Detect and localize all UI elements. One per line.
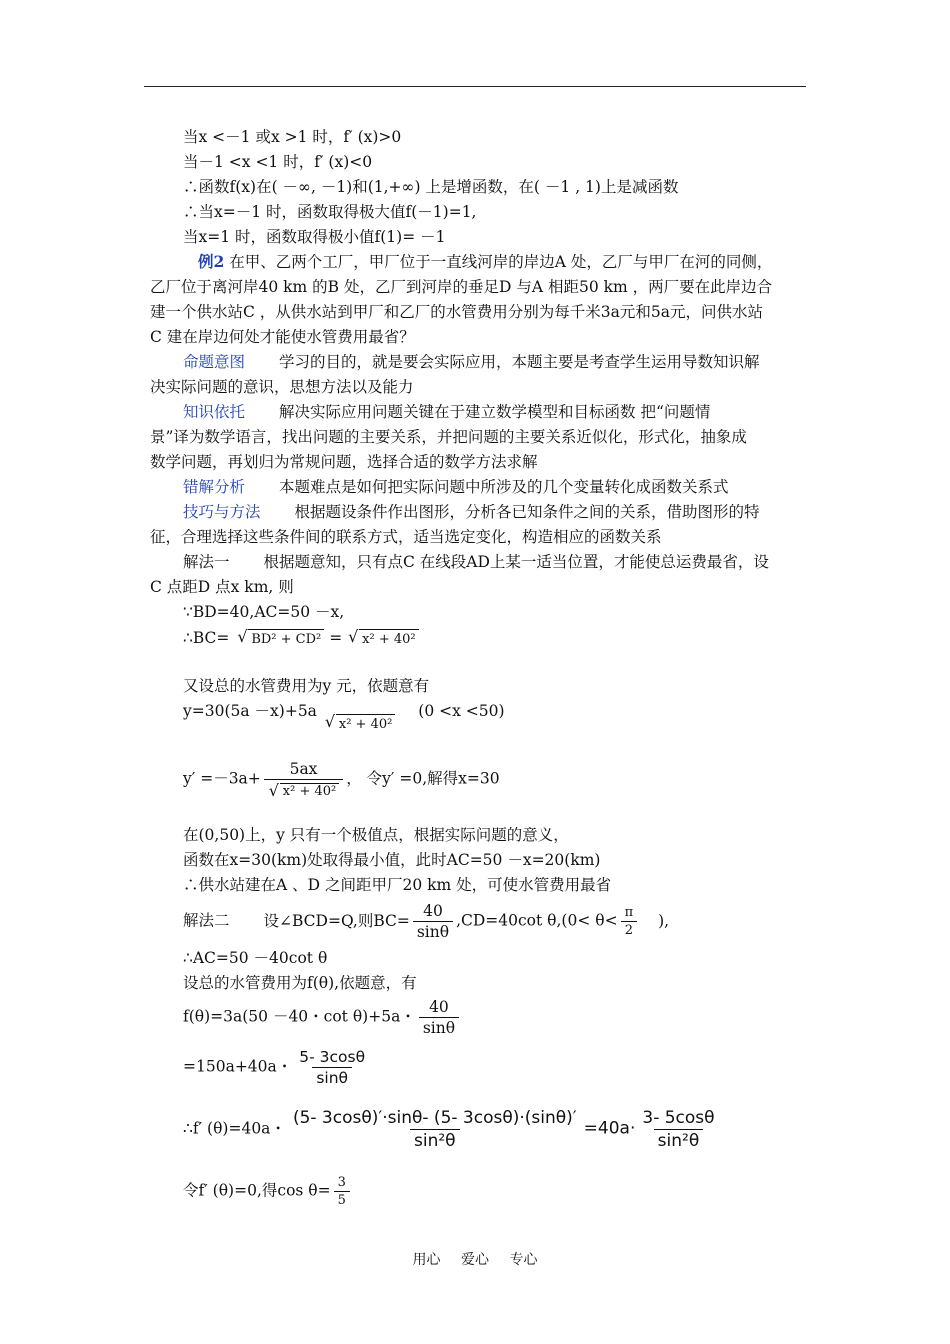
sol2-g-line [183, 1048, 372, 1087]
pi-fraction [621, 905, 638, 938]
basis-line-3: 数学问题，再划归为常规问题，选择合适的数学方法求解 [150, 453, 538, 471]
example-line-4: C 建在岸边何处才能使水管费用最省？ [150, 328, 415, 346]
sol1-conclusion-2: 函数在x=30(km)处取得最小值，此时AC=50 －x=20(km) [183, 851, 601, 869]
sol1-line-2: C 点距D 点x km, 则 [150, 578, 294, 596]
y-domain: (0 <x <50) [418, 702, 505, 720]
bc-numerator: 40 [423, 902, 443, 920]
error-label: 错解分析 [183, 478, 246, 496]
error-line [183, 477, 729, 497]
intent-label: 命题意图 [183, 353, 246, 371]
pi-denominator: 2 [621, 921, 637, 938]
method-line-2: 征，合理选择这些条件间的联系方式，适当选定变化，构造相应的函数关系 [150, 528, 662, 546]
example-text-1: 在甲、乙两个工厂，甲厂位于一直线河岸的岸边A 处，乙厂与甲厂在河的同侧， [224, 253, 773, 271]
g-denominator: sinθ [312, 1067, 352, 1087]
sol1-bd: ∵BD=40,AC=50 －x, [183, 603, 345, 621]
sol2-ac: ∴AC=50 －40cot θ [183, 949, 328, 967]
line-3: ∴函数f(x)在( －∞, －1)和(1,+∞) 上是增函数，在( －1 , 1)上是减函数 [183, 178, 679, 196]
footer-item-2: 爱心 [461, 1252, 489, 1268]
y-expr: y=30(5a －x)+5a [183, 702, 317, 720]
sol2-derivative-line [183, 1108, 722, 1151]
bc-radical-1: √ BD² + CD² [248, 629, 324, 650]
dy-radical: √ x² + 40² [280, 783, 339, 799]
line-2: 当－1 <x <1 时，f′ (x)<0 [183, 153, 373, 171]
f-prefix: f(θ)=3a(50 －40・cot θ)+5a・ [183, 1007, 416, 1026]
f-fraction [419, 998, 459, 1037]
basis-label: 知识依托 [183, 403, 246, 421]
bc-fraction [413, 902, 453, 941]
sol1-head: 解法一 [183, 553, 230, 571]
cd-text: ,CD=40cot θ,(0< θ< [456, 911, 618, 930]
intent-text-1: 学习的目的，就是要会实际应用，本题主要是考查学生运用导数知识解 [279, 353, 760, 371]
sol1-bc-line [183, 628, 419, 650]
sol1-line-1 [183, 552, 769, 572]
sol2-f-line [183, 998, 462, 1037]
footer-item-1: 用心 [412, 1252, 441, 1268]
basis-line-2: 景”译为数学语言，找出问题的主要关系，并把问题的主要关系近似化，形式化，抽象成 [150, 428, 747, 446]
f-numerator: 40 [429, 998, 449, 1016]
z-prefix: 令f′ (θ)=0,得cos θ= [183, 1181, 331, 1200]
intent-line-2: 决实际问题的意识，思想方法以及能力 [150, 378, 414, 396]
d-equals: =40a· [583, 1118, 636, 1139]
sol1-conclusion-3: ∴供水站建在A 、D 之间距甲厂20 km 处，可使水管费用最省 [183, 876, 612, 894]
intent-line-1 [183, 352, 760, 372]
sol1-dy-line [183, 760, 500, 799]
sol2-set-line [183, 902, 669, 941]
d-prefix: ∴f′ (θ)=40a・ [183, 1119, 286, 1138]
d-numerator: (5- 3cosθ)′·sinθ- (5- 3cosθ)·(sinθ)′ [292, 1108, 577, 1128]
method-text-1: 根据题设条件作出图形，分析各已知条件之间的关系，借助图形的特 [294, 503, 760, 521]
dy-suffix: ， 令y′ =0,解得x=30 [346, 769, 500, 788]
g-fraction [295, 1048, 369, 1087]
g-numerator: 5- 3cosθ [299, 1048, 366, 1066]
g-prefix: =150a+40a・ [183, 1057, 293, 1076]
example-label: 例2 [198, 252, 225, 271]
sol1-text-1: 根据题意知，只有点C 在线段AD上某一适当位置，才能使总运费最省，设 [263, 553, 769, 571]
z-fraction [334, 1175, 350, 1208]
sol2-close: ), [658, 911, 670, 930]
z-numerator: 3 [337, 1175, 346, 1190]
d-fraction [289, 1108, 581, 1151]
sol1-y-line [183, 701, 505, 732]
header-rule [144, 86, 806, 87]
example-line-3: 建一个供水站C ，从供水站到甲厂和乙厂的水管费用分别为每千米3a元和5a元，问供水站 [150, 303, 763, 321]
sol2-zero-line [183, 1175, 353, 1208]
line-5: 当x=1 时，函数取得极小值f(1)= －1 [183, 228, 446, 246]
dy-fraction [264, 760, 343, 799]
method-line-1 [183, 502, 760, 522]
sol1-setup: 又设总的水管费用为y 元，依题意有 [183, 677, 430, 695]
f-denominator: sinθ [419, 1017, 459, 1037]
example-line-2: 乙厂位于离河岸40 km 的B 处，乙厂到河岸的垂足D 与A 相距50 km ，两厂要在此岸边合 [150, 278, 773, 296]
bc-denominator: sinθ [413, 921, 453, 941]
dy-denominator [264, 779, 343, 799]
d-denominator-2: sin²θ [654, 1129, 704, 1151]
sol2-head: 解法二 [183, 911, 230, 930]
bc-radical-2: √ x² + 40² [359, 629, 418, 650]
dy-numerator: 5ax [289, 760, 318, 778]
line-4: ∴当x=－1 时，函数取得极大值f(－1)=1, [183, 203, 477, 221]
basis-line-1 [183, 402, 710, 422]
z-denominator: 5 [334, 1191, 350, 1208]
basis-text-1: 解决实际应用问题关键在于建立数学模型和目标函数 把“问题情 [279, 403, 711, 421]
method-label: 技巧与方法 [183, 503, 261, 521]
sol2-setup: 设总的水管费用为f(θ),依题意，有 [183, 974, 417, 992]
bc-equals: = [329, 629, 343, 647]
y-radical: √ x² + 40² [336, 714, 395, 735]
dy-prefix: y′ =－3a+ [183, 769, 261, 788]
d-fraction-2 [638, 1108, 718, 1151]
page-footer [0, 1249, 950, 1269]
example-line-1 [198, 252, 772, 272]
d-denominator: sin²θ [410, 1129, 460, 1151]
bc-prefix: ∴BC= [183, 629, 230, 647]
d-numerator-2: 3- 5cosθ [642, 1108, 715, 1128]
footer-item-3: 专心 [509, 1252, 538, 1268]
pi-numerator: π [624, 905, 634, 920]
sol1-conclusion-1: 在(0,50)上，y 只有一个极值点，根据实际问题的意义， [183, 826, 569, 844]
sol2-set-prefix: 设∠BCD=Q,则BC= [263, 911, 410, 930]
error-text: 本题难点是如何把实际问题中所涉及的几个变量转化成函数关系式 [279, 478, 729, 496]
line-1: 当x <－1 或x >1 时，f′ (x)>0 [183, 128, 402, 146]
